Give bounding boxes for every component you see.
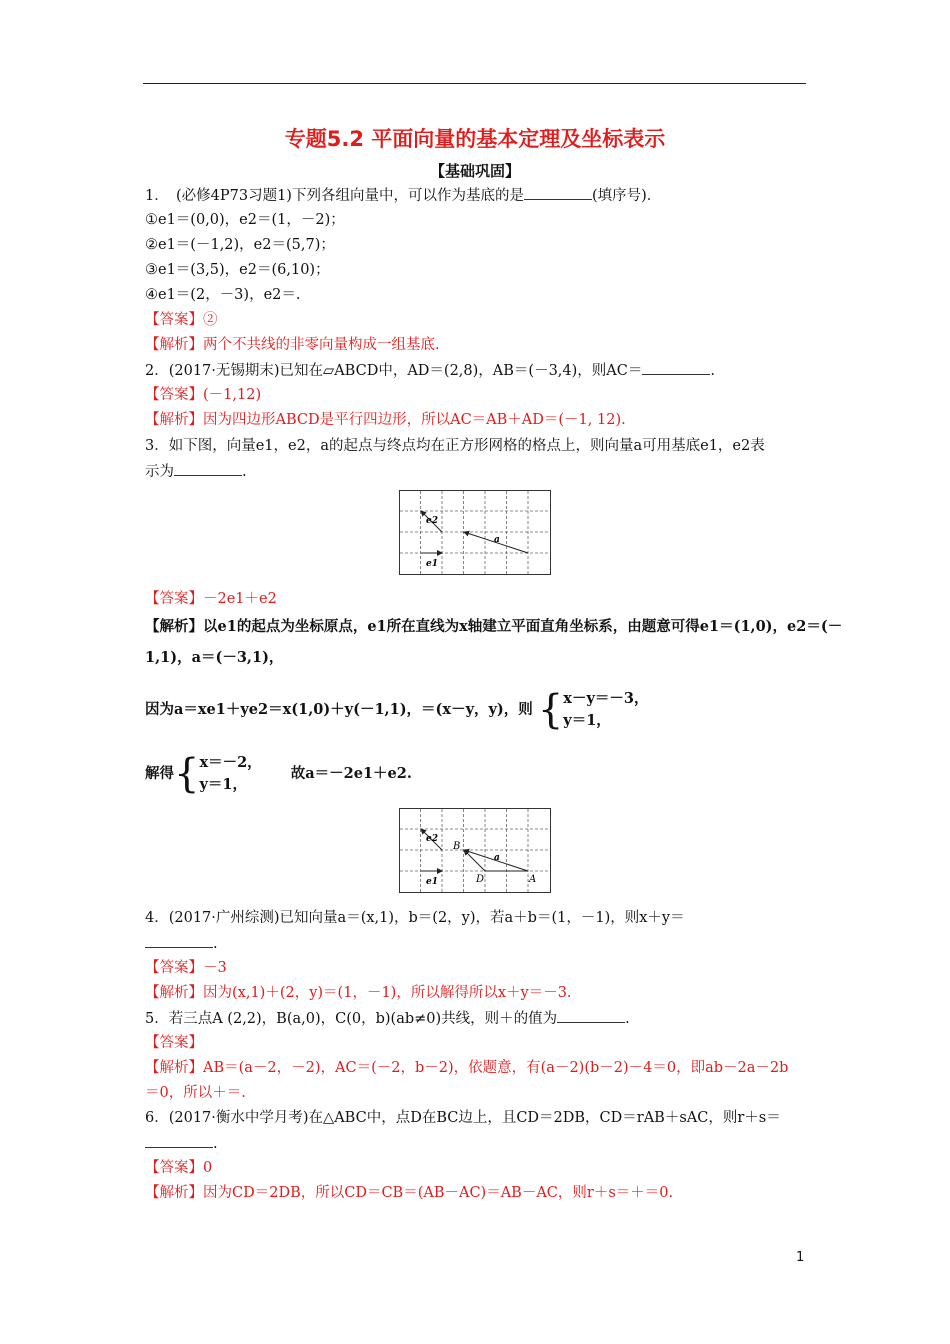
q6-answer: 【答案】0 [145, 1160, 213, 1176]
label-A: A [529, 874, 537, 885]
header-rule [143, 83, 806, 84]
q6-stem-line1: 6．(2017·衡水中学月考)在△ABC中，点D在BC边上，且CD＝2DB，CD＝rAB＋sAC，则r＋s＝ [145, 1110, 781, 1126]
q3-answer: 【答案】－2e1＋e2 [145, 591, 277, 607]
label-e1: e1 [426, 877, 438, 887]
q3-analysis-line2: 1,1)，a＝(－3,1)， [145, 649, 284, 666]
answer-blank [642, 360, 710, 375]
q2-stem: 2．(2017·无锡期末)已知在▱ABCD中，AD＝(2,8)，AB＝(－3,4)，则AC＝ . [145, 360, 715, 381]
answer-blank [557, 1008, 625, 1023]
q1-stem: 1． (必修4P73习题1)下列各组向量中，可以作为基底的是 (填序号)． [145, 185, 661, 206]
label-B: B [453, 841, 461, 852]
q4-answer: 【答案】－3 [145, 960, 227, 976]
q3-stem-line2: 示为 . [145, 461, 247, 482]
label-a: a [494, 853, 500, 863]
page-number: 1 [796, 1250, 805, 1265]
answer-blank [145, 1133, 213, 1148]
q6-analysis: 【解析】因为CD＝2DB，所以CD＝CB＝(AB－AC)＝AB－AC，则r＋s＝＋＝0. [145, 1185, 674, 1201]
q1-answer: 【答案】② [145, 312, 218, 328]
page-title: 专题5.2 平面向量的基本定理及坐标表示 [284, 127, 666, 151]
answer-blank [145, 933, 213, 948]
label-e1: e1 [426, 559, 438, 569]
q5-answer: 【答案】 [145, 1035, 203, 1051]
label-D: D [476, 874, 485, 885]
q3-stem-line1: 3．如下图，向量e1，e2，a的起点与终点均在正方形网格的格点上，则向量a可用基底e1，e2表 [145, 438, 765, 454]
q2-answer: 【答案】(－1,12) [145, 387, 262, 403]
q4-analysis: 【解析】因为(x,1)＋(2，y)＝(1，－1)，所以解得所以x＋y＝－3. [145, 985, 572, 1001]
grid-figure-1 [399, 490, 551, 575]
q2-analysis: 【解析】因为四边形ABCD是平行四边形，所以AC＝AB＋AD＝(－1, 12). [145, 412, 626, 428]
q5-stem: 5．若三点A (2,2)，B(a,0)，C(0，b)(ab≠0)共线，则＋的值为 . [145, 1008, 630, 1029]
q1-analysis: 【解析】两个不共线的非零向量构成一组基底. [145, 337, 440, 353]
q5-analysis-line2: ＝0，所以＋＝. [145, 1085, 246, 1101]
q6-stem-line2: . [145, 1133, 218, 1154]
q5-analysis-line1: 【解析】AB＝(a－2，－2)，AC＝(－2，b－2)，依题意，有(a－2)(b－2)－4＝0，即ab－2a－2b [145, 1060, 789, 1076]
q1-option-1: ①e1＝(0,0)，e2＝(1，－2)； [145, 212, 345, 228]
label-e2: e2 [426, 516, 438, 526]
answer-blank [524, 185, 592, 200]
grid-figure-2 [399, 808, 551, 893]
q1-option-4: ④e1＝(2，－3)，e2＝. [145, 287, 301, 303]
q3-analysis-line3: 因为a＝xe1＋ye2＝x(1,0)＋y(－1,1)，＝(x－y，y)，则 {x－y＝－3， y＝1， [145, 687, 649, 733]
q1-option-2: ②e1＝(－1,2)，e2＝(5,7)； [145, 237, 335, 253]
label-e2: e2 [426, 834, 438, 844]
q4-stem-line1: 4．(2017·广州综测)已知向量a＝(x,1)，b＝(2，y)，若a＋b＝(1，－1)，则x＋y＝ [145, 910, 685, 926]
q4-stem-line2: . [145, 933, 218, 954]
q3-analysis-line1: 【解析】以e1的起点为坐标原点，e1所在直线为x轴建立平面直角坐标系，由题意可得e1＝(1,0)，e2＝(－ [145, 618, 843, 635]
section-subtitle: 【基础巩固】 [429, 162, 520, 180]
answer-blank [174, 461, 242, 476]
label-a: a [494, 535, 500, 545]
q3-analysis-line4: 解得{x＝－2， y＝1， 故a＝－2e1＋e2. [145, 751, 412, 797]
q1-option-3: ③e1＝(3,5)，e2＝(6,10)； [145, 262, 330, 278]
